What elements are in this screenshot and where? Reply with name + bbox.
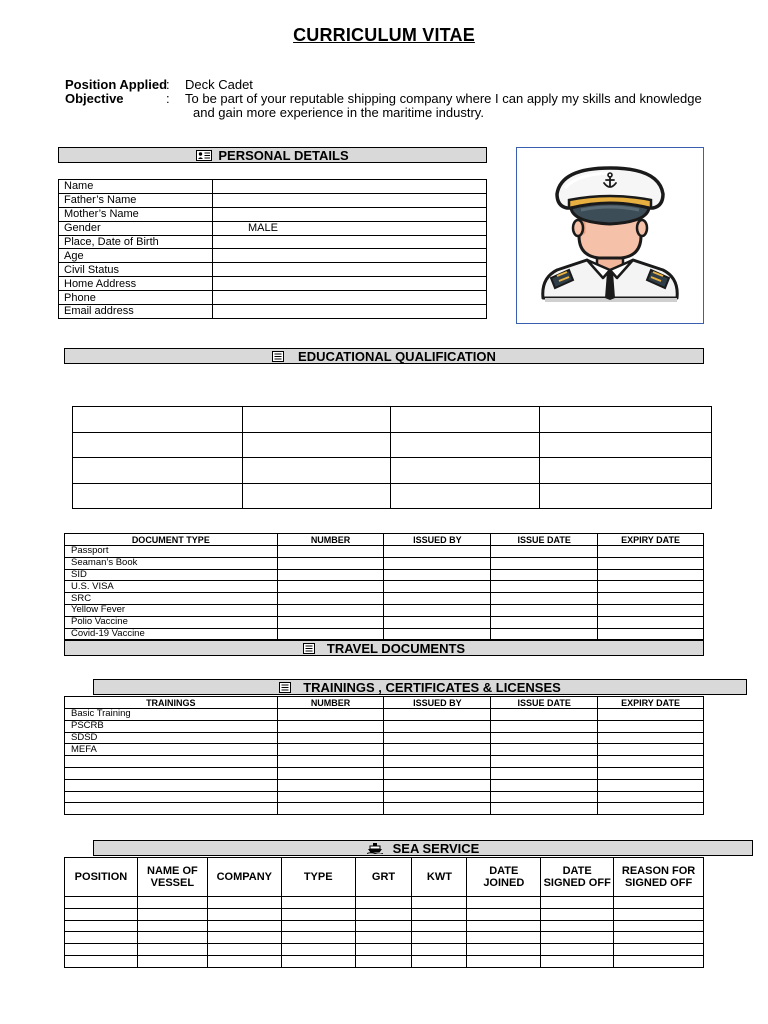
training-name-cell: Basic Training xyxy=(65,709,278,721)
travel-document-value-cell[interactable] xyxy=(384,604,491,616)
sea-service-row xyxy=(65,932,704,944)
sea-service-table xyxy=(64,857,704,968)
sea-service-cell[interactable] xyxy=(412,920,467,932)
training-column-header: TRAININGS xyxy=(65,697,278,709)
travel-document-value-cell[interactable] xyxy=(491,581,598,593)
travel-document-column-header: ISSUE DATE xyxy=(491,534,598,546)
training-value-cell[interactable] xyxy=(277,779,384,791)
personal-field-value[interactable] xyxy=(213,207,487,221)
sea-service-column-header: COMPANY xyxy=(207,858,281,897)
objective-label: Objective xyxy=(65,91,124,106)
training-row xyxy=(65,767,704,779)
personal-details-table xyxy=(58,179,487,319)
personal-field-label: Email address xyxy=(59,305,213,319)
training-value-cell[interactable] xyxy=(384,791,491,803)
position-label: Position Applied xyxy=(65,77,168,92)
sea-service-cell[interactable] xyxy=(207,955,281,967)
training-value-cell[interactable] xyxy=(277,803,384,815)
sea-service-cell[interactable] xyxy=(614,932,704,944)
training-value-cell[interactable] xyxy=(491,791,598,803)
training-row xyxy=(65,720,704,732)
training-name-cell xyxy=(65,779,278,791)
travel-document-value-cell[interactable] xyxy=(491,557,598,569)
personal-field-label: Place, Date of Birth xyxy=(59,235,213,249)
training-name-cell xyxy=(65,803,278,815)
training-name-cell: PSCRB xyxy=(65,720,278,732)
training-value-cell[interactable] xyxy=(491,803,598,815)
sea-service-cell[interactable] xyxy=(412,944,467,956)
travel-document-value-cell[interactable] xyxy=(491,546,598,558)
document-icon xyxy=(303,643,315,654)
sea-service-cell[interactable] xyxy=(65,908,138,920)
travel-document-value-cell[interactable] xyxy=(277,546,384,558)
sea-service-cell[interactable] xyxy=(541,955,614,967)
training-value-cell[interactable] xyxy=(384,756,491,768)
education-title: EDUCATIONAL QUALIFICATION xyxy=(298,348,496,364)
sea-service-column-header: DATE SIGNED OFF xyxy=(541,858,614,897)
training-name-cell: MEFA xyxy=(65,744,278,756)
education-cell[interactable] xyxy=(242,458,391,484)
sea-service-cell[interactable] xyxy=(355,955,412,967)
sea-service-cell[interactable] xyxy=(65,955,138,967)
sea-service-row xyxy=(65,920,704,932)
travel-document-name-cell: Seaman’s Book xyxy=(65,557,278,569)
personal-row xyxy=(59,291,487,305)
travel-document-row xyxy=(65,593,704,605)
sea-service-cell[interactable] xyxy=(137,944,207,956)
travel-document-value-cell[interactable] xyxy=(491,628,598,640)
training-value-cell[interactable] xyxy=(277,756,384,768)
education-cell[interactable] xyxy=(73,483,243,509)
personal-field-value[interactable] xyxy=(213,180,487,194)
education-cell[interactable] xyxy=(391,458,540,484)
travel-document-row xyxy=(65,546,704,558)
trainings-table xyxy=(64,696,704,815)
sea-service-cell[interactable] xyxy=(137,955,207,967)
training-value-cell[interactable] xyxy=(491,732,598,744)
education-heading xyxy=(64,348,704,364)
sea-service-cell[interactable] xyxy=(65,920,138,932)
personal-field-label: Phone xyxy=(59,291,213,305)
sea-service-cell[interactable] xyxy=(65,932,138,944)
education-row xyxy=(73,407,712,433)
personal-field-label: Gender xyxy=(59,221,213,235)
sea-service-cell[interactable] xyxy=(412,908,467,920)
personal-field-value[interactable]: MALE xyxy=(213,221,487,235)
sea-service-column-header: REASON FOR SIGNED OFF xyxy=(614,858,704,897)
training-row xyxy=(65,732,704,744)
personal-field-value[interactable] xyxy=(213,263,487,277)
personal-row xyxy=(59,221,487,235)
sea-service-cell[interactable] xyxy=(207,908,281,920)
personal-field-label: Age xyxy=(59,249,213,263)
sea-service-cell[interactable] xyxy=(65,897,138,909)
sea-service-cell[interactable] xyxy=(412,897,467,909)
personal-field-value[interactable] xyxy=(213,305,487,319)
training-value-cell[interactable] xyxy=(598,779,704,791)
personal-row xyxy=(59,193,487,207)
sea-service-cell[interactable] xyxy=(541,908,614,920)
travel-document-value-cell[interactable] xyxy=(598,604,704,616)
training-value-cell[interactable] xyxy=(598,709,704,721)
travel-document-value-cell[interactable] xyxy=(598,557,704,569)
sea-service-cell[interactable] xyxy=(281,920,355,932)
travel-document-value-cell[interactable] xyxy=(598,628,704,640)
training-value-cell[interactable] xyxy=(598,744,704,756)
sea-service-cell[interactable] xyxy=(355,944,412,956)
travel-document-name-cell: Covid-19 Vaccine xyxy=(65,628,278,640)
travel-document-value-cell[interactable] xyxy=(277,557,384,569)
personal-field-value[interactable] xyxy=(213,249,487,263)
objective-text-line2: and gain more experience in the maritime industry. xyxy=(193,105,484,120)
sea-service-cell[interactable] xyxy=(614,897,704,909)
personal-field-label: Mother’s Name xyxy=(59,207,213,221)
travel-document-value-cell[interactable] xyxy=(598,569,704,581)
sea-service-cell[interactable] xyxy=(614,955,704,967)
travel-documents-table xyxy=(64,533,704,640)
sea-service-cell[interactable] xyxy=(137,897,207,909)
training-row xyxy=(65,744,704,756)
training-value-cell[interactable] xyxy=(277,791,384,803)
training-value-cell[interactable] xyxy=(277,744,384,756)
training-value-cell[interactable] xyxy=(277,720,384,732)
education-cell[interactable] xyxy=(242,407,391,433)
education-row xyxy=(73,458,712,484)
sea-service-row xyxy=(65,908,704,920)
sea-service-cell[interactable] xyxy=(281,897,355,909)
education-cell[interactable] xyxy=(540,458,712,484)
personal-row xyxy=(59,305,487,319)
sea-service-column-header: POSITION xyxy=(65,858,138,897)
personal-row xyxy=(59,249,487,263)
travel-document-row xyxy=(65,557,704,569)
training-value-cell[interactable] xyxy=(491,756,598,768)
sea-service-cell[interactable] xyxy=(137,932,207,944)
ship-icon xyxy=(367,842,383,854)
training-name-cell xyxy=(65,756,278,768)
sea-service-row xyxy=(65,944,704,956)
travel-document-row xyxy=(65,628,704,640)
travel-document-name-cell: Polio Vaccine xyxy=(65,616,278,628)
training-value-cell[interactable] xyxy=(384,744,491,756)
sea-service-cell[interactable] xyxy=(281,932,355,944)
sea-service-cell[interactable] xyxy=(355,908,412,920)
travel-document-value-cell[interactable] xyxy=(277,581,384,593)
sea-service-cell[interactable] xyxy=(281,944,355,956)
trainings-title: TRAININGS , CERTIFICATES & LICENSES xyxy=(303,679,561,695)
personal-field-label: Father’s Name xyxy=(59,193,213,207)
education-cell[interactable] xyxy=(391,407,540,433)
personal-row xyxy=(59,263,487,277)
travel-document-value-cell[interactable] xyxy=(598,581,704,593)
sea-service-cell[interactable] xyxy=(614,920,704,932)
sea-service-cell[interactable] xyxy=(137,908,207,920)
travel-document-value-cell[interactable] xyxy=(491,593,598,605)
sea-service-cell[interactable] xyxy=(614,908,704,920)
travel-document-column-header: NUMBER xyxy=(277,534,384,546)
travel-document-value-cell[interactable] xyxy=(598,593,704,605)
training-value-cell[interactable] xyxy=(384,767,491,779)
sea-service-cell[interactable] xyxy=(281,955,355,967)
training-value-cell[interactable] xyxy=(491,709,598,721)
sea-service-cell[interactable] xyxy=(137,920,207,932)
training-name-cell xyxy=(65,767,278,779)
training-value-cell[interactable] xyxy=(384,720,491,732)
sea-service-cell[interactable] xyxy=(355,920,412,932)
training-value-cell[interactable] xyxy=(384,732,491,744)
training-value-cell[interactable] xyxy=(598,756,704,768)
sea-service-column-header: KWT xyxy=(412,858,467,897)
travel-document-name-cell: SID xyxy=(65,569,278,581)
objective-text-line1: To be part of your reputable shipping company where I can apply my skills and knowledge xyxy=(185,91,702,106)
sea-service-row xyxy=(65,955,704,967)
sea-service-cell[interactable] xyxy=(207,920,281,932)
sea-service-heading xyxy=(93,840,753,856)
travel-document-value-cell[interactable] xyxy=(277,569,384,581)
page-title: CURRICULUM VITAE xyxy=(293,25,475,45)
travel-document-value-cell[interactable] xyxy=(384,546,491,558)
training-value-cell[interactable] xyxy=(491,720,598,732)
travel-document-row xyxy=(65,604,704,616)
personal-field-label: Civil Status xyxy=(59,263,213,277)
sea-service-cell[interactable] xyxy=(467,908,541,920)
education-cell[interactable] xyxy=(540,407,712,433)
sea-service-cell[interactable] xyxy=(467,955,541,967)
travel-document-value-cell[interactable] xyxy=(277,604,384,616)
training-value-cell[interactable] xyxy=(598,803,704,815)
sea-service-column-header: TYPE xyxy=(281,858,355,897)
travel-document-row xyxy=(65,581,704,593)
training-value-cell[interactable] xyxy=(384,803,491,815)
personal-row xyxy=(59,180,487,194)
travel-document-column-header: DOCUMENT TYPE xyxy=(65,534,278,546)
sea-service-cell[interactable] xyxy=(541,897,614,909)
travel-document-value-cell[interactable] xyxy=(384,581,491,593)
training-column-header: EXPIRY DATE xyxy=(598,697,704,709)
sea-service-row xyxy=(65,897,704,909)
sea-service-cell[interactable] xyxy=(207,944,281,956)
travel-documents-heading xyxy=(64,640,704,656)
objective-colon: : xyxy=(166,91,170,106)
travel-document-value-cell[interactable] xyxy=(277,616,384,628)
training-name-cell xyxy=(65,791,278,803)
sea-service-cell[interactable] xyxy=(467,897,541,909)
travel-document-column-header: ISSUED BY xyxy=(384,534,491,546)
personal-field-value[interactable] xyxy=(213,291,487,305)
personal-field-label: Name xyxy=(59,180,213,194)
travel-document-value-cell[interactable] xyxy=(598,616,704,628)
training-value-cell[interactable] xyxy=(277,767,384,779)
training-row xyxy=(65,791,704,803)
travel-document-value-cell[interactable] xyxy=(384,628,491,640)
sea-service-column-header: GRT xyxy=(355,858,412,897)
sea-service-cell[interactable] xyxy=(355,932,412,944)
id-card-icon xyxy=(196,150,212,161)
training-value-cell[interactable] xyxy=(384,709,491,721)
travel-document-name-cell: Passport xyxy=(65,546,278,558)
travel-document-row xyxy=(65,616,704,628)
education-table xyxy=(72,406,712,509)
sea-service-column-header: DATE JOINED xyxy=(467,858,541,897)
travel-document-name-cell: U.S. VISA xyxy=(65,581,278,593)
travel-document-name-cell: Yellow Fever xyxy=(65,604,278,616)
training-column-header: ISSUED BY xyxy=(384,697,491,709)
travel-document-column-header: EXPIRY DATE xyxy=(598,534,704,546)
travel-document-value-cell[interactable] xyxy=(491,616,598,628)
travel-document-value-cell[interactable] xyxy=(384,569,491,581)
training-value-cell[interactable] xyxy=(598,767,704,779)
position-value: Deck Cadet xyxy=(185,77,253,92)
travel-document-row xyxy=(65,569,704,581)
personal-field-value[interactable] xyxy=(213,235,487,249)
training-value-cell[interactable] xyxy=(598,732,704,744)
travel-document-value-cell[interactable] xyxy=(491,604,598,616)
sea-service-column-header: NAME OF VESSEL xyxy=(137,858,207,897)
sea-service-cell[interactable] xyxy=(207,932,281,944)
personal-field-label: Home Address xyxy=(59,277,213,291)
education-cell[interactable] xyxy=(391,483,540,509)
sailor-captain-illustration xyxy=(517,148,703,323)
sea-service-title: SEA SERVICE xyxy=(392,840,480,856)
training-name-cell: SDSD xyxy=(65,732,278,744)
education-cell[interactable] xyxy=(242,483,391,509)
training-row xyxy=(65,709,704,721)
personal-details-heading xyxy=(58,147,487,163)
education-cell[interactable] xyxy=(242,432,391,458)
travel-document-value-cell[interactable] xyxy=(384,557,491,569)
education-cell[interactable] xyxy=(540,432,712,458)
personal-field-value[interactable] xyxy=(213,193,487,207)
education-row xyxy=(73,483,712,509)
training-value-cell[interactable] xyxy=(491,744,598,756)
travel-document-value-cell[interactable] xyxy=(384,616,491,628)
sea-service-cell[interactable] xyxy=(614,944,704,956)
travel-document-value-cell[interactable] xyxy=(277,628,384,640)
sea-service-cell[interactable] xyxy=(207,897,281,909)
travel-document-value-cell[interactable] xyxy=(384,593,491,605)
training-value-cell[interactable] xyxy=(491,779,598,791)
document-icon xyxy=(279,682,291,693)
training-value-cell[interactable] xyxy=(491,767,598,779)
sea-service-cell[interactable] xyxy=(541,932,614,944)
sea-service-cell[interactable] xyxy=(541,920,614,932)
document-icon xyxy=(272,351,284,362)
trainings-heading xyxy=(93,679,747,695)
sea-service-cell[interactable] xyxy=(281,908,355,920)
sea-service-cell[interactable] xyxy=(467,932,541,944)
personal-field-value[interactable] xyxy=(213,277,487,291)
training-value-cell[interactable] xyxy=(598,720,704,732)
sea-service-cell[interactable] xyxy=(65,944,138,956)
training-column-header: NUMBER xyxy=(277,697,384,709)
travel-document-value-cell[interactable] xyxy=(277,593,384,605)
education-cell[interactable] xyxy=(73,432,243,458)
sea-service-cell[interactable] xyxy=(412,955,467,967)
travel-document-value-cell[interactable] xyxy=(598,546,704,558)
personal-row xyxy=(59,277,487,291)
training-column-header: ISSUE DATE xyxy=(491,697,598,709)
training-value-cell[interactable] xyxy=(277,709,384,721)
personal-row xyxy=(59,235,487,249)
sea-service-cell[interactable] xyxy=(541,944,614,956)
photo-frame xyxy=(516,147,704,324)
travel-documents-title: TRAVEL DOCUMENTS xyxy=(326,640,466,656)
sea-service-cell[interactable] xyxy=(412,932,467,944)
position-colon: : xyxy=(166,77,170,92)
education-cell[interactable] xyxy=(73,407,243,433)
sea-service-cell[interactable] xyxy=(467,920,541,932)
travel-document-name-cell: SRC xyxy=(65,593,278,605)
training-row xyxy=(65,779,704,791)
personal-row xyxy=(59,207,487,221)
sea-service-cell[interactable] xyxy=(467,944,541,956)
sea-service-cell[interactable] xyxy=(355,897,412,909)
training-row xyxy=(65,803,704,815)
personal-details-title: PERSONAL DETAILS xyxy=(218,147,349,163)
education-cell[interactable] xyxy=(73,458,243,484)
education-cell[interactable] xyxy=(540,483,712,509)
training-value-cell[interactable] xyxy=(277,732,384,744)
education-cell[interactable] xyxy=(391,432,540,458)
education-row xyxy=(73,432,712,458)
training-value-cell[interactable] xyxy=(384,779,491,791)
training-value-cell[interactable] xyxy=(598,791,704,803)
training-row xyxy=(65,756,704,768)
travel-document-value-cell[interactable] xyxy=(491,569,598,581)
